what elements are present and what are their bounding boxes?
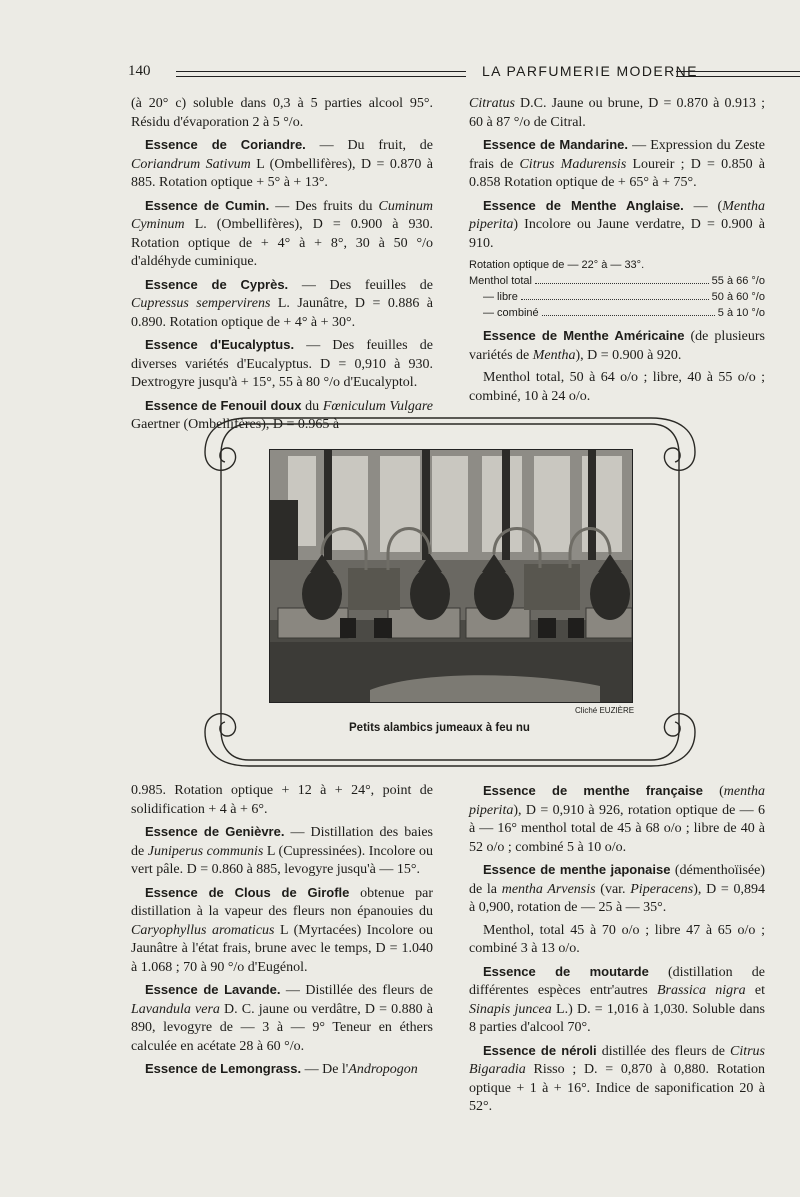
entry-title: Essence de Genièvre. xyxy=(145,824,285,839)
table-row: Menthol total 55 à 66 °/o xyxy=(469,275,765,287)
entry-coriandre: Essence de Coriandre. — Du fruit, de Coriandrum Sativum L (Ombellifères), D = 0.870 à 885. Rotation optique + 5° à + 13°. xyxy=(131,137,434,190)
entry-title: Essence de Clous de Girofle xyxy=(145,884,350,900)
entry-moutarde: Essence de moutarde (distillation de différentes espèces entr'autres Brassica nigra et Sinapis juncea L.) D. = 1,016 à 1,030. Soluble dans 8 parties d'alcool 70°. xyxy=(469,963,766,1035)
paragraph: Menthol, total 45 à 70 o/o ; libre 47 à 65 o/o ; combiné 3 à 13 o/o. xyxy=(469,922,765,956)
entry-menthe-japonaise: Essence de menthe japonaise (démenthoïisée) de la mentha Arvensis (var. Piperacens), D = 0,894 à 0,900, rotation de — 25 à — 35°. xyxy=(469,862,766,915)
paragraph: 0.985. Rotation optique + 12 à + 24°, point de solidification + 4 à + 6°. xyxy=(131,783,433,817)
entry-title: Essence de Coriandre. xyxy=(145,137,306,152)
entry-title: Essence de Lemongrass. xyxy=(145,1061,302,1076)
entry-title: Essence de Mandarine. xyxy=(483,137,629,152)
entry-cypres: Essence de Cyprès. — Des feuilles de Cupressus sempervirens L. Jaunâtre, D = 0.886 à 0.890. Rotation optique de + 4° à + 30°. xyxy=(131,276,433,330)
entry-title: Essence de menthe française xyxy=(483,783,703,798)
menthol-table xyxy=(469,257,765,321)
paragraph: (à 20° c) soluble dans 0,3 à 5 parties alcool 95°. Résidu d'évaporation 2 à 5 °/o. xyxy=(131,96,433,130)
entry-title: Essence de Lavande. xyxy=(145,982,281,997)
entry-title: Essence de Cyprès. xyxy=(145,276,289,292)
entry-lemongrass: Essence de Lemongrass. — De l'Andropogon xyxy=(145,1061,418,1077)
paragraph: Menthol total, 50 à 64 o/o ; libre, 40 à 55 o/o ; combiné, 10 à 24 o/o. xyxy=(469,370,765,404)
entry-menthe-americaine: Essence de Menthe Américaine (de plusieurs variétés de Mentha), D = 0.900 à 920. xyxy=(469,328,765,363)
page-number: 140 xyxy=(128,63,151,79)
entry-title: Essence d'Eucalyptus. xyxy=(145,337,295,352)
table-row: — libre 50 à 60 °/o xyxy=(483,291,765,303)
photo-credit: Cliché EUZIÈRE xyxy=(575,706,635,715)
entry-genievre: Essence de Genièvre. — Distillation des baies de Juniperus communis L (Cupressinées). Incolore ou vert pâle. D = 0.860 à 885, levogyre jusqu'à — 15°. xyxy=(131,824,434,877)
entry-cumin: Essence de Cumin. — Des fruits du Cuminum Cyminum L. (Ombellifères), D = 0.900 à 930. Rotation optique de + 4° à + 8°, 30 à 50 °/o d'aldéhyde cuminique. xyxy=(131,197,433,269)
entry-girofle: Essence de Clous de Girofle obtenue par distillation à la vapeur des fleurs non épanouies du Caryophyllus aromaticus L (Myrtacées) Incolore ou Jaunâtre à l'état frais, brune avec le temps, D = 1.040 à 1.068 ; 70 à 90 °/o d'Eugénol. xyxy=(131,884,433,975)
column-top-left xyxy=(131,95,433,439)
entry-title: Essence de Fenouil doux xyxy=(145,397,302,413)
entry-lemongrass-cont: Citratus D.C. Jaune ou brune, D = 0.870 à 0.913 ; 60 à 87 °/o de Citral. xyxy=(469,96,765,130)
entry-title: Essence de Menthe Américaine xyxy=(483,328,685,343)
table-row: Rotation optique de — 22° à — 33°. xyxy=(469,259,645,271)
figure-caption: Petits alambics jumeaux à feu nu xyxy=(349,722,530,734)
entry-lavande: Essence de Lavande. — Distillée des fleurs de Lavandula vera D. C. jaune ou verdâtre, D = 0.880 à 890, levogyre de — 3 à — 9° Teneur en éthers calculée en acétate 28 à 60 °/o. xyxy=(131,982,433,1054)
entry-title: Essence de Menthe Anglaise. xyxy=(483,197,684,213)
entry-title: Essence de Cumin. xyxy=(145,197,270,213)
entry-menthe-francaise: Essence de menthe française (mentha piperita), D = 0,910 à 926, rotation optique de — 6 à — 16° menthol total de 45 à 68 o/o ; libre de 40 à 52 o/o ; combiné 5 à 10 o/o. xyxy=(469,783,765,855)
figure-frame xyxy=(199,412,701,772)
table-row: — combiné 5 à 10 °/o xyxy=(483,307,765,319)
entry-fenouil: Essence de Fenouil doux du Fœniculum Vulgare Gaertner (Ombellifères), D = 0.965 à xyxy=(131,397,434,432)
photo-alembics xyxy=(269,449,633,703)
entry-title: Essence de moutarde xyxy=(483,963,649,979)
entry-title: Essence de menthe japonaise xyxy=(483,862,671,877)
column-bottom-right xyxy=(469,782,765,1121)
entry-title: Essence de néroli xyxy=(483,1042,597,1058)
alembic-illustration xyxy=(270,450,632,702)
entry-eucalyptus: Essence d'Eucalyptus. — Des feuilles de diverses variétés d'Eucalyptus. D = 0,910 à 930. Dextrogyre jusqu'à + 15°, 55 à 80 °/o d'Eucalyptol. xyxy=(131,337,433,390)
header-rule-right xyxy=(676,71,800,77)
page-header xyxy=(128,60,762,84)
entry-neroli: Essence de néroli distillée des fleurs de Citrus Bigaradia Risso ; D. = 0,870 à 0,880. Rotation optique + 1 à + 16°. Indice de saponification 20 à 52°. xyxy=(469,1042,765,1114)
header-rule-left xyxy=(176,71,466,77)
running-title: LA PARFUMERIE MODERNE xyxy=(482,63,698,79)
column-top-right xyxy=(469,95,765,410)
entry-menthe-anglaise: Essence de Menthe Anglaise. — (Mentha piperita) Incolore ou Jaune verdatre, D = 0.900 à 910. xyxy=(469,197,765,251)
entry-mandarine: Essence de Mandarine. — Expression du Zeste frais de Citrus Madurensis Loureir ; D = 0.850 à 0.858 Rotation optique de + 65° à + 75°. xyxy=(469,137,766,190)
column-bottom-left xyxy=(131,782,433,1084)
